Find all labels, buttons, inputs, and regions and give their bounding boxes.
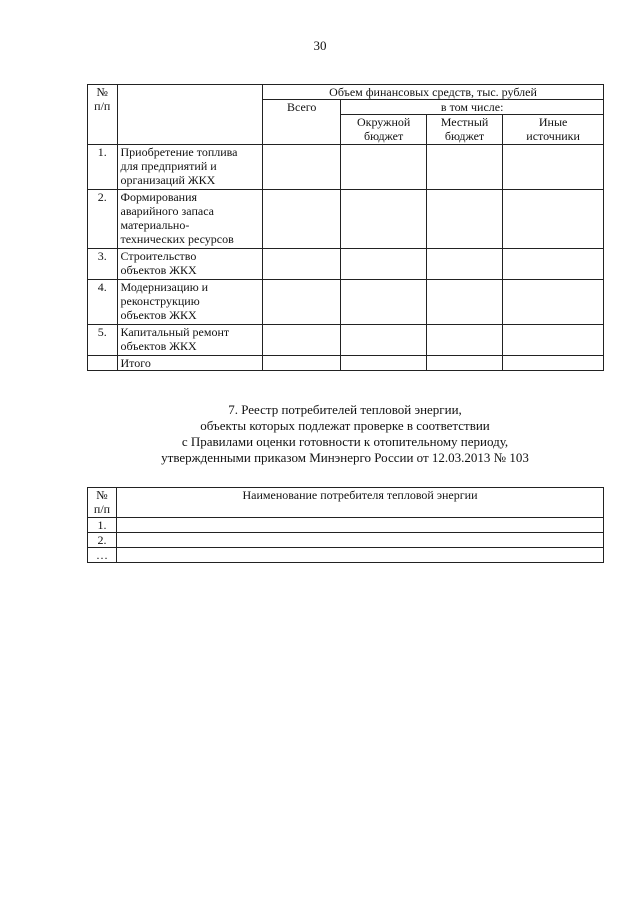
row-name-line: Строительство [120,249,197,263]
section-title-line: объекты которых подлежат проверке в соответствии [200,418,490,433]
cell-empty [341,325,426,356]
table-row [88,548,604,563]
row-num: … [88,548,117,563]
row-num: 4. [88,280,118,325]
table-row [88,190,604,249]
cell-empty [426,249,502,280]
row-name-line: технических ресурсов [120,232,234,246]
row-num: 5. [88,325,118,356]
cell-empty [117,548,604,563]
table-row [88,249,604,280]
header-num-line: п/п [93,502,111,516]
row-name [117,325,263,356]
cell-empty [503,249,604,280]
header-volume-cell: Объем финансовых средств, тыс. рублей [263,85,604,100]
table-header-row [88,85,604,100]
row-num: 1. [88,145,118,190]
cell-empty [263,280,341,325]
header-consumer-name-cell: Наименование потребителя тепловой энергии [117,488,604,518]
row-name-line: объектов ЖКХ [120,263,197,277]
cell-empty [341,280,426,325]
header-num-cell [88,85,118,145]
cell-empty [503,356,604,371]
row-num: 3. [88,249,118,280]
cell-empty [117,518,604,533]
cell-empty [341,356,426,371]
header-line: источники [526,129,580,143]
row-name-line: объектов ЖКХ [120,308,197,322]
cell-empty [426,325,502,356]
cell-empty [263,325,341,356]
header-mestny-cell [426,115,502,145]
header-including-cell: в том числе: [341,100,604,115]
consumers-registry-table [87,487,604,563]
row-name: Итого [117,356,263,371]
cell-empty [263,249,341,280]
cell-empty [117,533,604,548]
header-num-line: № [96,488,108,502]
row-num: 1. [88,518,117,533]
cell-empty [341,190,426,249]
cell-empty [263,145,341,190]
row-name-line: объектов ЖКХ [120,339,197,353]
cell-empty [503,145,604,190]
table-row [88,518,604,533]
cell-empty [426,280,502,325]
header-line: Иные [538,115,568,129]
row-num [88,356,118,371]
cell-empty [426,145,502,190]
section-title-line: с Правилами оценки готовности к отопительному периоду, [181,434,509,449]
row-name [117,280,263,325]
row-name-line: реконструкцию [120,294,200,308]
row-name-line: материально- [120,218,190,232]
section-title-line: 7. Реестр потребителей тепловой энергии, [228,402,462,417]
header-okruzhnoy-cell [341,115,426,145]
header-num-cell [88,488,117,518]
cell-empty [426,356,502,371]
section-title [0,402,640,466]
row-name-line: Модернизацию и [120,280,209,294]
row-name [117,190,263,249]
header-name-cell [117,85,263,145]
cell-empty [263,356,341,371]
header-line: бюджет [444,129,485,143]
table-row [88,145,604,190]
header-num-line: № [96,85,108,99]
cell-empty [503,280,604,325]
table-row-total [88,356,604,371]
row-name-line: организаций ЖКХ [120,173,216,187]
row-name-line: аварийного запаса [120,204,215,218]
header-line: Местный [440,115,489,129]
row-num: 2. [88,190,118,249]
row-name-line: для предприятий и [120,159,217,173]
header-inye-cell [503,115,604,145]
header-total-cell: Всего [263,100,341,145]
header-line: Окружной [356,115,411,129]
header-line: бюджет [363,129,404,143]
row-num: 2. [88,533,117,548]
row-name-line: Формирования [120,190,198,204]
table-row [88,280,604,325]
header-num-line: п/п [94,99,111,113]
table-header-row [88,488,604,518]
cell-empty [426,190,502,249]
cell-empty [341,249,426,280]
table-row [88,325,604,356]
row-name [117,249,263,280]
table-row [88,533,604,548]
row-name-line: Приобретение топлива [120,145,238,159]
cell-empty [503,325,604,356]
cell-empty [263,190,341,249]
section-title-line: утвержденными приказом Минэнерго России от 12.03.2013 № 103 [161,450,529,465]
row-name-line: Капитальный ремонт [120,325,230,339]
financing-table [87,84,604,371]
row-name [117,145,263,190]
cell-empty [503,190,604,249]
page-number: 30 [313,38,327,53]
cell-empty [341,145,426,190]
